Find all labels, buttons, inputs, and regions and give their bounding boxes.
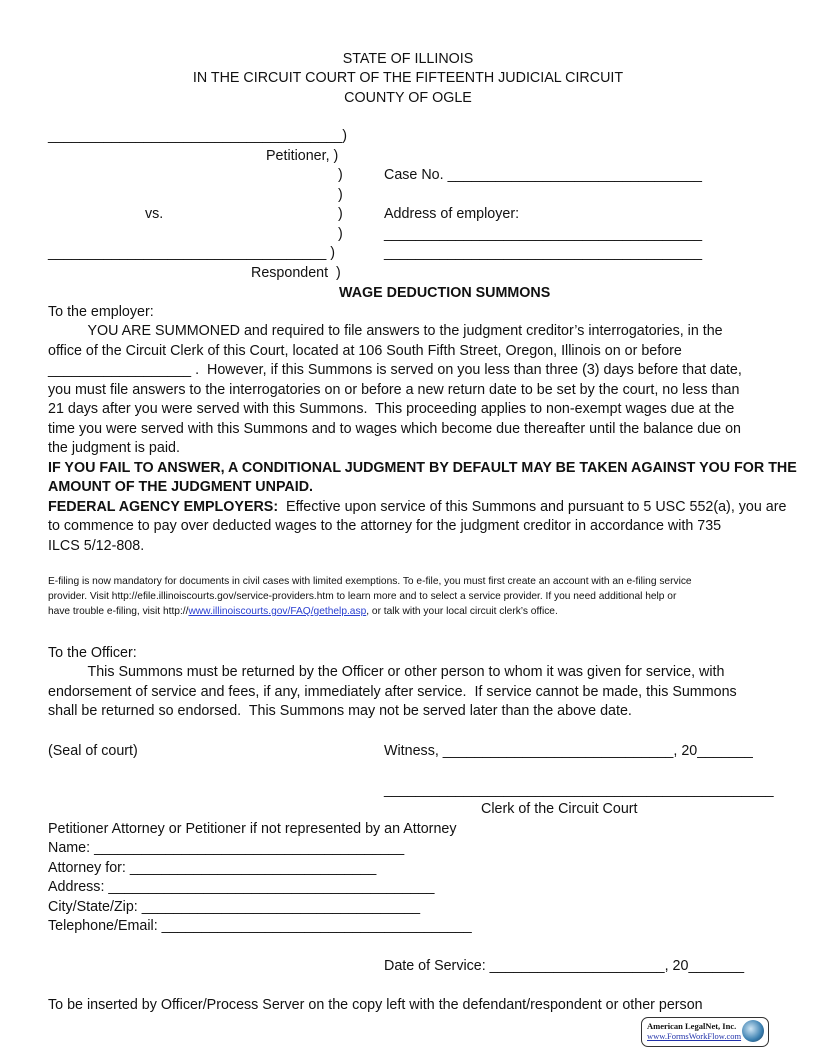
attorney-for-field[interactable]: Attorney for: _______________________________ [48,860,377,876]
employer-heading: To the employer: [48,304,154,320]
caption-paren: ) [338,206,343,222]
name-field[interactable]: Name: _______________________________________ [48,840,405,856]
address-of-employer-label: Address of employer: [384,206,520,222]
employer-paragraph-line: YOU ARE SUMMONED and required to file answers to the judgment creditor’s interrogatories, in the [48,323,723,339]
federal-line-1 [48,498,786,517]
warning-line-2: AMOUNT OF THE JUDGMENT UNPAID. [48,479,314,495]
header-court: IN THE CIRCUIT COURT OF THE FIFTEENTH JUDICIAL CIRCUIT [192,70,624,86]
officer-line-2: endorsement of service and fees, if any, immediately after service. If service cannot be made, this Summons [48,684,737,700]
header-county: COUNTY OF OGLE [344,90,472,106]
attorney-heading: Petitioner Attorney or Petitioner if not represented by an Attorney [48,821,457,837]
caption-paren: ) [338,187,343,203]
globe-icon [742,1020,764,1042]
date-of-service-field[interactable]: Date of Service: ______________________, 20_______ [384,958,745,974]
service-note: To be inserted by Officer/Process Server on the copy left with the defendant/respondent or other person [48,997,703,1013]
caption-paren: ) [338,167,343,183]
warning-line-1: IF YOU FAIL TO ANSWER, A CONDITIONAL JUDGMENT BY DEFAULT MAY BE TAKEN AGAINST YOU FOR THE [48,460,797,476]
witness-field[interactable]: Witness, _____________________________, 20_______ [384,743,753,759]
employer-paragraph-line: 21 days after you were served with this Summons. This proceeding applies to non-exempt wages due at the [48,401,735,417]
header-state: STATE OF ILLINOIS [342,51,474,67]
logo-url: www.FormsWorkFlow.com [647,1031,742,1041]
american-legalnet-logo [641,1017,769,1047]
caption-paren: ) [338,226,343,242]
city-state-zip-field[interactable]: City/State/Zip: ___________________________________ [48,899,421,915]
petitioner-blank[interactable]: _____________________________________) [48,128,347,144]
employer-paragraph-line: office of the Circuit Clerk of this Court, located at 106 South Fifth Street, Oregon, Illinois on or before [48,342,682,359]
employer-address-line-1[interactable]: ________________________________________ [384,226,703,242]
officer-heading: To the Officer: [48,645,137,661]
federal-label: FEDERAL AGENCY EMPLOYERS: [48,499,279,515]
respondent-blank[interactable]: ___________________________________ ) [48,245,336,261]
federal-line-2: to commence to pay over deducted wages to the attorney for the judgment creditor in accordance with 735 [48,518,722,534]
efiling-line-1: E-filing is now mandatory for documents in civil cases with limited exemptions. To e-file, you must first create an account with an e-filing service [48,576,692,587]
case-number-field[interactable]: Case No. ________________________________ [384,167,703,183]
efiling-line-2: provider. Visit http://efile.illinoiscourts.gov/service-providers.htm to learn more and to select a service provider. If you need additional help or [48,591,677,602]
employer-paragraph-line: you must file answers to the interrogatories on or before a new return date to be set by the court, no less than [48,381,740,398]
versus-label: vs. [145,206,164,222]
officer-line-3: shall be returned so endorsed. This Summons may not be served later than the above date. [48,703,632,719]
gethelp-link[interactable]: www.illinoiscourts.gov/FAQ/gethelp.asp [188,606,367,617]
federal-line-3: ILCS 5/12-808. [48,538,145,554]
federal-text: Effective upon service of this Summons and pursuant to 5 USC 552(a), you are [278,499,787,515]
clerk-signature-line[interactable]: _________________________________________________ [384,782,774,798]
logo-company: American LegalNet, Inc. [647,1021,737,1031]
clerk-label: Clerk of the Circuit Court [481,801,638,817]
officer-line-1: This Summons must be returned by the Officer or other person to whom it was given for service, with [48,664,725,680]
seal-of-court: (Seal of court) [48,743,138,759]
respondent-label: Respondent ) [251,265,341,281]
employer-paragraph-line: the judgment is paid. [48,440,180,456]
employer-paragraph-line: __________________ . However, if this Summons is served on you less than three (3) days before that date, [48,362,742,378]
efiling-text: , or talk with your local circuit clerk’s office. [366,606,558,617]
telephone-email-field[interactable]: Telephone/Email: _______________________________________ [48,918,472,934]
employer-address-line-2[interactable]: ________________________________________ [384,245,703,261]
petitioner-label: Petitioner, ) [266,148,339,164]
employer-paragraph-line: time you were served with this Summons and to wages which become due thereafter until the balance due on [48,420,741,437]
efiling-text: have trouble e-filing, visit http:// [48,606,189,617]
efiling-line-3 [48,604,558,619]
address-field[interactable]: Address: _________________________________________ [48,879,435,895]
document-title: WAGE DEDUCTION SUMMONS [339,285,551,301]
